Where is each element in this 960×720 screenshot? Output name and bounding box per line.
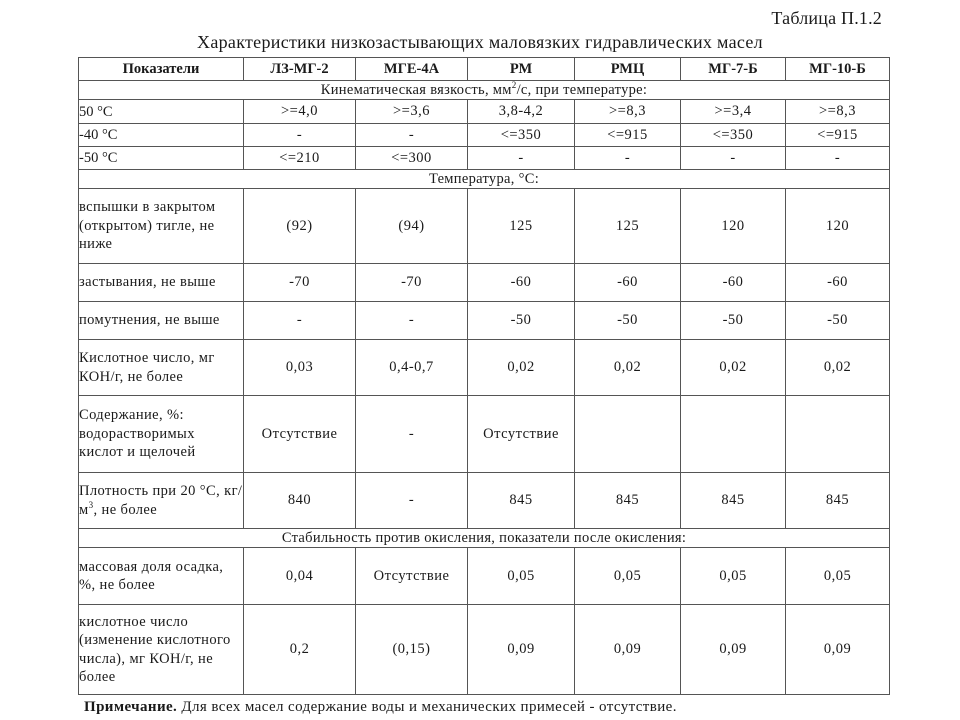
column-header: Показатели xyxy=(79,58,244,81)
table-cell: - xyxy=(356,396,468,473)
table-cell: Отсутствие xyxy=(244,396,356,473)
row-label: вспышки в закрытом (открытом) тигле, не ниже xyxy=(79,189,244,264)
table-cell: 0,04 xyxy=(244,548,356,605)
table-cell: 0,2 xyxy=(244,605,356,695)
column-header: МГ-10-Б xyxy=(786,58,890,81)
table-cell: 0,09 xyxy=(681,605,786,695)
column-header: РМ xyxy=(468,58,575,81)
table-cell: 0,02 xyxy=(681,340,786,396)
note-label: Примечание. xyxy=(84,699,178,715)
superscript: 2 xyxy=(511,79,517,90)
table-cell: -60 xyxy=(575,264,681,302)
table-cell: <=300 xyxy=(356,147,468,170)
table-cell: - xyxy=(356,473,468,529)
table-cell: Отсутствие xyxy=(468,396,575,473)
table-row xyxy=(79,100,890,124)
table-cell: - xyxy=(356,124,468,147)
section-title-stability: Стабильность против окисления, показатели после окисления: xyxy=(79,529,890,548)
table-cell: <=915 xyxy=(786,124,890,147)
table-cell: -50 xyxy=(786,302,890,340)
table-cell: 0,05 xyxy=(681,548,786,605)
table-cell: - xyxy=(468,147,575,170)
row-label: помутнения, не выше xyxy=(79,302,244,340)
table-cell: 0,09 xyxy=(468,605,575,695)
section-title-temperature: Температура, °С: xyxy=(79,170,890,189)
section-title-viscosity xyxy=(79,81,890,100)
row-label: массовая доля осадка, %, не более xyxy=(79,548,244,605)
table-cell: - xyxy=(244,302,356,340)
table-cell: - xyxy=(681,147,786,170)
row-label: 50 °С xyxy=(79,100,244,124)
table-cell: 0,03 xyxy=(244,340,356,396)
table-cell: 0,02 xyxy=(786,340,890,396)
table-row xyxy=(79,189,890,264)
table-cell: (94) xyxy=(356,189,468,264)
table-cell: -60 xyxy=(468,264,575,302)
table-cell: 845 xyxy=(468,473,575,529)
table-cell: -50 xyxy=(575,302,681,340)
table-cell: 845 xyxy=(575,473,681,529)
table-cell: >=3,4 xyxy=(681,100,786,124)
section-title-text: Кинематическая вязкость, мм xyxy=(320,81,512,98)
table-cell: 845 xyxy=(786,473,890,529)
table-cell: >=4,0 xyxy=(244,100,356,124)
table-note xyxy=(84,699,677,716)
table-cell: >=8,3 xyxy=(575,100,681,124)
table-cell: -60 xyxy=(681,264,786,302)
row-label: застывания, не выше xyxy=(79,264,244,302)
section-row xyxy=(79,81,890,100)
row-label: Содержание, %: водорастворимых кислот и щелочей xyxy=(79,396,244,473)
table-row xyxy=(79,147,890,170)
row-label: -50 °С xyxy=(79,147,244,170)
table-cell: -70 xyxy=(244,264,356,302)
table-row xyxy=(79,473,890,529)
table-row xyxy=(79,396,890,473)
table-cell xyxy=(575,396,681,473)
table-cell: 120 xyxy=(681,189,786,264)
column-header: ЛЗ-МГ-2 xyxy=(244,58,356,81)
table-cell: 125 xyxy=(468,189,575,264)
table-cell xyxy=(786,396,890,473)
table-cell: - xyxy=(356,302,468,340)
column-header: МГЕ-4А xyxy=(356,58,468,81)
superscript: 3 xyxy=(88,499,94,510)
row-label-text: Плотность при 20 °С, кг/м xyxy=(79,483,243,518)
table-row xyxy=(79,548,890,605)
table-cell: -60 xyxy=(786,264,890,302)
table-cell: -70 xyxy=(356,264,468,302)
table-cell: 0,02 xyxy=(575,340,681,396)
note-text: Для всех масел содержание воды и механических примесей - отсутствие. xyxy=(177,699,677,715)
table-cell: 0,05 xyxy=(575,548,681,605)
table-cell: >=8,3 xyxy=(786,100,890,124)
table-cell: 0,02 xyxy=(468,340,575,396)
table-cell: 120 xyxy=(786,189,890,264)
section-row xyxy=(79,529,890,548)
row-label-text: , не более xyxy=(93,501,158,518)
row-label: -40 °С xyxy=(79,124,244,147)
table-row xyxy=(79,124,890,147)
table-row xyxy=(79,340,890,396)
table-row xyxy=(79,302,890,340)
oil-characteristics-table xyxy=(78,57,890,695)
table-row xyxy=(79,264,890,302)
table-cell: -50 xyxy=(681,302,786,340)
table-cell: <=210 xyxy=(244,147,356,170)
column-header: РМЦ xyxy=(575,58,681,81)
row-label xyxy=(79,473,244,529)
table-number: Таблица П.1.2 xyxy=(771,8,882,28)
table-cell: 3,8-4,2 xyxy=(468,100,575,124)
header-row xyxy=(79,58,890,81)
table-cell: <=350 xyxy=(681,124,786,147)
table-cell: <=915 xyxy=(575,124,681,147)
table-cell: -50 xyxy=(468,302,575,340)
row-label: кислотное число (изменение кислотного числа), мг КОН/г, не более xyxy=(79,605,244,695)
table-cell: 0,4-0,7 xyxy=(356,340,468,396)
table-cell xyxy=(681,396,786,473)
table-cell: <=350 xyxy=(468,124,575,147)
table-cell: 125 xyxy=(575,189,681,264)
table-cell: - xyxy=(244,124,356,147)
section-title-text: /с, при температуре: xyxy=(516,81,648,98)
table-cell: - xyxy=(786,147,890,170)
table-cell: (0,15) xyxy=(356,605,468,695)
column-header: МГ-7-Б xyxy=(681,58,786,81)
table-cell: - xyxy=(575,147,681,170)
section-row xyxy=(79,170,890,189)
table-cell: >=3,6 xyxy=(356,100,468,124)
table-cell: 0,09 xyxy=(575,605,681,695)
table-cell: 0,05 xyxy=(468,548,575,605)
table-title: Характеристики низкозастывающих маловязких гидравлических масел xyxy=(197,32,763,52)
table-cell: 840 xyxy=(244,473,356,529)
table-cell: 0,05 xyxy=(786,548,890,605)
table-cell: 0,09 xyxy=(786,605,890,695)
table-cell: (92) xyxy=(244,189,356,264)
table-row xyxy=(79,605,890,695)
row-label: Кислотное число, мг КОН/г, не более xyxy=(79,340,244,396)
table-cell: Отсутствие xyxy=(356,548,468,605)
table-cell: 845 xyxy=(681,473,786,529)
